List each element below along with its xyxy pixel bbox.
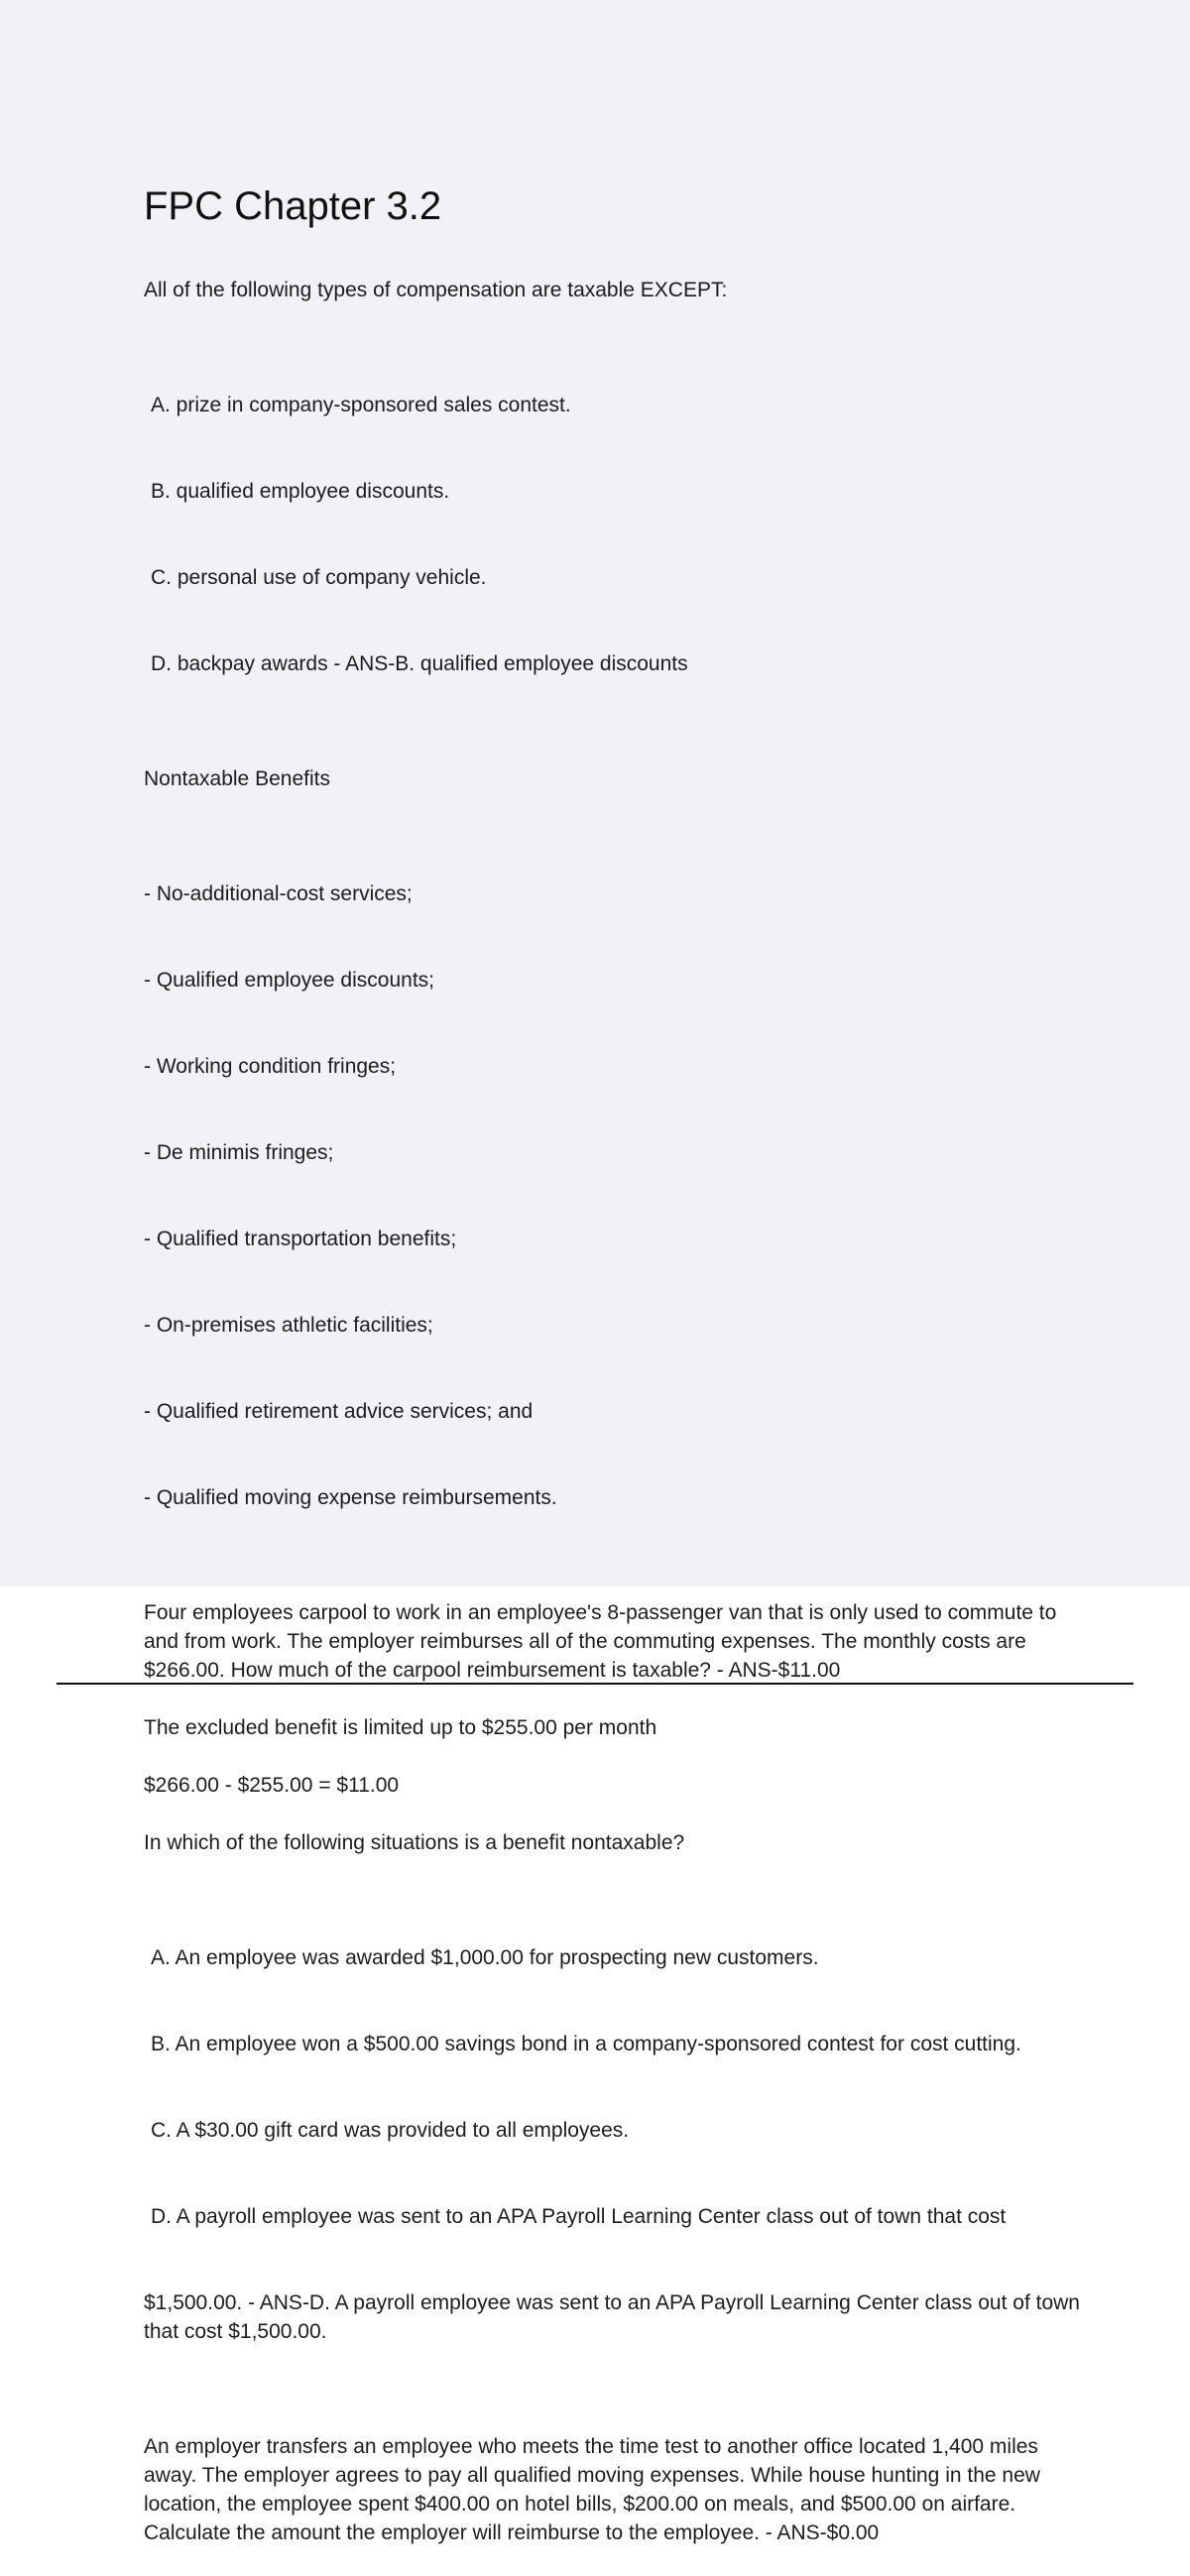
footer-divider [57,1683,1133,1685]
document-body [144,276,1086,2576]
question-3-option-d: D. A payroll employee was sent to an APA Payroll Learning Center class out of town that cost [151,2205,1007,2228]
list-item: - Working condition fringes; [144,1055,397,1078]
nontaxable-list [144,822,1086,1570]
question-2-note: The excluded benefit is limited up to $255.00 per month [144,1716,657,1739]
question-3-option-b: B. An employee won a $500.00 savings bond in a company-sponsored contest for cost cutting. [151,2033,1021,2055]
list-item: - Qualified moving expense reimbursements. [144,1486,557,1509]
nontaxable-heading: Nontaxable Benefits [144,767,330,790]
question-1-option-d: D. backpay awards - ANS-B. qualified employee discounts [151,652,688,675]
question-3-option-a: A. An employee was awarded $1,000.00 for prospecting new customers. [151,1946,819,1969]
list-item: - Qualified employee discounts; [144,969,434,992]
question-1-options [144,333,1086,736]
list-item: - No-additional-cost services; [144,882,413,905]
question-4-text: An employer transfers an employee who meets the time test to another office located 1,400 miles away. The employer agrees to pay all qualified moving expenses. While house hunting in the new location, the employee spent $400.00 on hotel bills, $200.00 on meals, and $500.00 on airfare. Calculate the amount the employer will reimburse to the employee. - ANS-$0.00 [144,2435,1046,2544]
list-item: - Qualified transportation benefits; [144,1228,457,1250]
list-item: - De minimis fringes; [144,1141,334,1164]
question-3-options [144,1886,1086,2403]
question-3-stem: In which of the following situations is a benefit nontaxable? [144,1831,685,1854]
question-3-option-c: C. A $30.00 gift card was provided to all employees. [151,2119,630,2142]
list-item: - Qualified retirement advice services; and [144,1400,534,1423]
question-2-text: Four employees carpool to work in an employee's 8-passenger van that is only used to commute to and from work. The employer reimburses all of the commuting expenses. The monthly costs are $266.00. How much of the carpool reimbursement is taxable? - ANS-$11.00 [144,1601,1063,1682]
list-item: - On-premises athletic facilities; [144,1314,433,1337]
question-1-option-c: C. personal use of company vehicle. [151,566,487,589]
question-1-option-b: B. qualified employee discounts. [151,480,450,503]
question-2-calculation: $266.00 - $255.00 = $11.00 [144,1774,400,1797]
question-1-option-a: A. prize in company-sponsored sales contest. [151,394,571,416]
question-3-option-d-continued: $1,500.00. - ANS-D. A payroll employee was sent to an APA Payroll Learning Center class out of town that cost $1,500.00. [144,2291,1086,2343]
question-1-stem: All of the following types of compensation are taxable EXCEPT: [144,279,728,301]
document-title: FPC Chapter 3.2 [144,184,442,228]
